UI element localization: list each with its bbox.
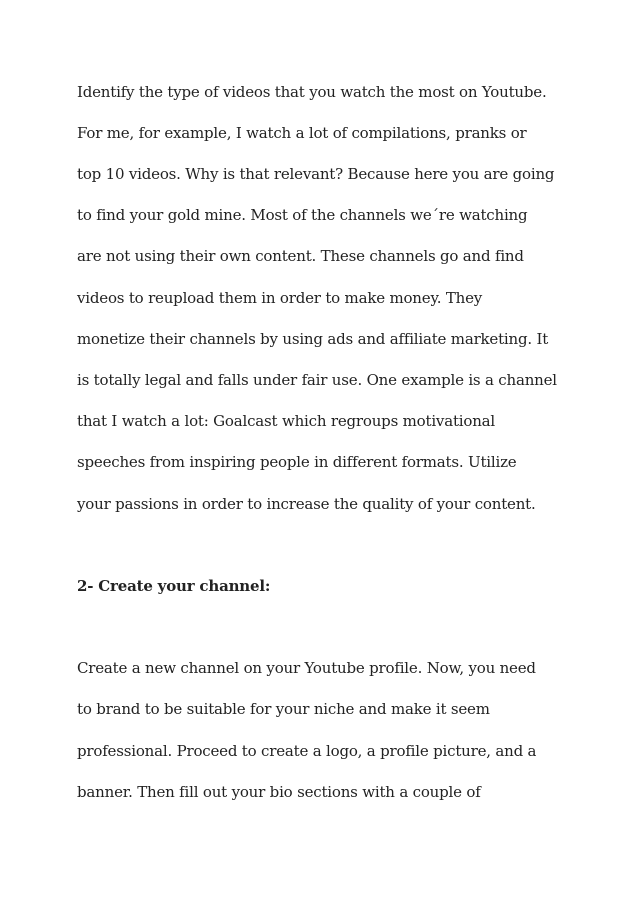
paragraph-1-line-1: Identify the type of videos that you watch the most on Youtube. bbox=[77, 83, 547, 101]
paragraph-1-line-2: For me, for example, I watch a lot of compilations, pranks or bbox=[77, 124, 527, 142]
paragraph-1-line-8: is totally legal and falls under fair use. One example is a channel bbox=[77, 371, 557, 389]
paragraph-1-line-3: top 10 videos. Why is that relevant? Because here you are going bbox=[77, 165, 555, 183]
paragraph-1-line-7: monetize their channels by using ads and affiliate marketing. It bbox=[77, 330, 549, 348]
paragraph-2-line-4: banner. Then fill out your bio sections with a couple of bbox=[77, 783, 481, 801]
section-heading: 2- Create your channel: bbox=[77, 577, 271, 595]
paragraph-1-line-9: that I watch a lot: Goalcast which regroups motivational bbox=[77, 412, 495, 430]
paragraph-2-line-2: to brand to be suitable for your niche and make it seem bbox=[77, 700, 490, 718]
paragraph-1-line-6: videos to reupload them in order to make money. They bbox=[77, 289, 483, 307]
paragraph-1-line-5: are not using their own content. These channels go and find bbox=[77, 247, 524, 265]
paragraph-1-line-11: your passions in order to increase the quality of your content. bbox=[77, 495, 536, 513]
paragraph-2-line-1: Create a new channel on your Youtube profile. Now, you need bbox=[77, 659, 536, 677]
paragraph-1-line-4: to find your gold mine. Most of the channels we´re watching bbox=[77, 206, 528, 224]
paragraph-1-line-10: speeches from inspiring people in different formats. Utilize bbox=[77, 453, 517, 471]
paragraph-2-line-3: professional. Proceed to create a logo, a profile picture, and a bbox=[77, 742, 537, 760]
